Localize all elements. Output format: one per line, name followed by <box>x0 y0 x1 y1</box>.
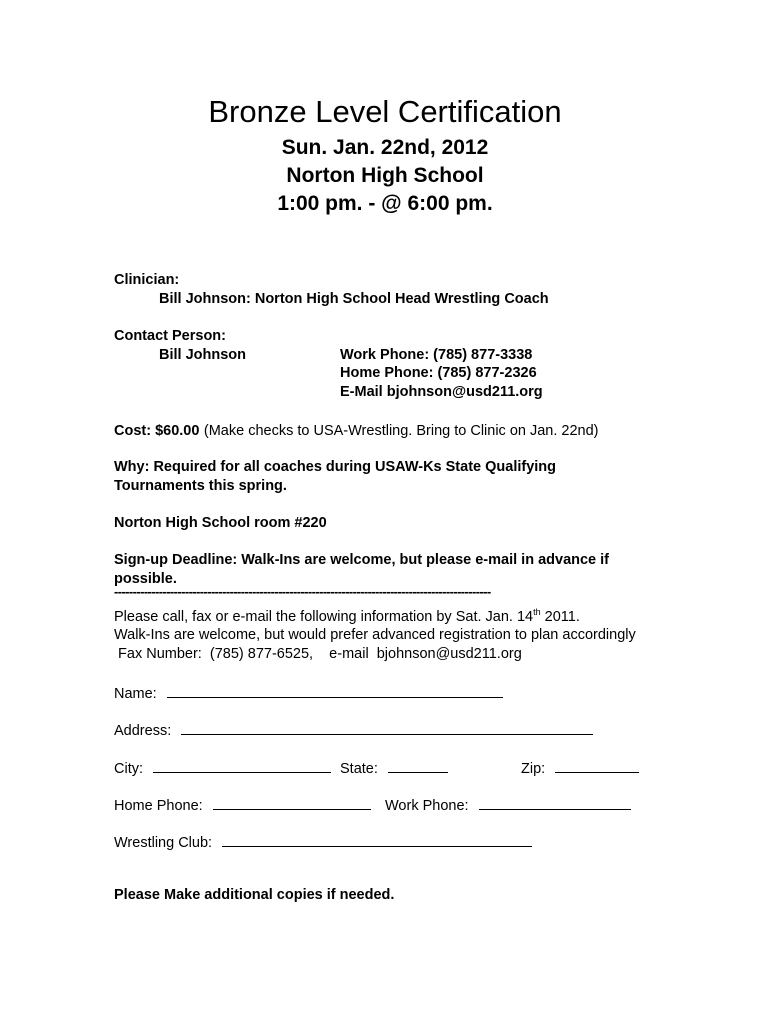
cost-note: (Make checks to USA-Wrestling. Bring to Clinic on Jan. 22nd) <box>203 423 599 439</box>
city-field[interactable] <box>153 758 331 773</box>
club-field[interactable] <box>222 832 532 847</box>
zip-row <box>521 758 639 777</box>
address-row <box>114 720 593 739</box>
home-phone-label: Home Phone: <box>114 798 203 814</box>
zip-label: Zip: <box>521 761 546 777</box>
contact-home-phone: Home Phone: (785) 877-2326 <box>340 365 537 381</box>
name-field[interactable] <box>167 683 503 698</box>
home-phone-field[interactable] <box>213 795 371 810</box>
separator-line: ----------------------------------------------------------------------------------------------------- <box>114 584 491 598</box>
info-line-1 <box>114 607 580 625</box>
event-location: Norton High School <box>286 164 484 187</box>
city-label: City: <box>114 761 143 777</box>
footer-note: Please Make additional copies if needed. <box>114 887 395 903</box>
contact-name: Bill Johnson <box>159 347 246 363</box>
event-date: Sun. Jan. 22nd, 2012 <box>281 136 489 159</box>
info-line-1-year: 2011. <box>540 608 580 625</box>
info-line-1-text: Please call, fax or e-mail the following information by Sat. Jan. 14 <box>114 608 534 625</box>
event-time: 1:00 pm. - @ 6:00 pm. <box>277 192 493 215</box>
state-row <box>340 758 448 777</box>
deadline-line-1: Sign-up Deadline: Walk-Ins are welcome, but please e-mail in advance if <box>114 552 610 568</box>
deadline-line-2: possible. <box>114 571 177 587</box>
name-label: Name: <box>114 686 157 702</box>
contact-work-phone: Work Phone: (785) 877-3338 <box>340 347 533 363</box>
zip-field[interactable] <box>555 758 639 773</box>
state-label: State: <box>340 761 378 777</box>
info-line-1-superscript: th <box>533 607 541 617</box>
club-label: Wrestling Club: <box>114 835 213 851</box>
address-field[interactable] <box>181 720 593 735</box>
room-text: Norton High School room #220 <box>114 515 327 531</box>
contact-label: Contact Person: <box>114 328 226 344</box>
info-line-2: Walk-Ins are welcome, but would prefer advanced registration to plan accordingly <box>114 627 636 643</box>
contact-email: E-Mail bjohnson@usd211.org <box>340 384 543 400</box>
address-label: Address: <box>114 723 172 739</box>
city-row <box>114 758 331 777</box>
why-line-1: Why: Required for all coaches during USAW-Ks State Qualifying <box>114 459 557 475</box>
document-title: Bronze Level Certification <box>208 94 562 129</box>
work-phone-row <box>385 795 631 814</box>
clinician-label: Clinician: <box>114 272 180 288</box>
info-line-3: Fax Number: (785) 877-6525, e-mail bjohnson@usd211.org <box>114 646 522 662</box>
club-row <box>114 832 532 851</box>
name-row <box>114 683 503 702</box>
home-phone-row <box>114 795 371 814</box>
cost-label: Cost: $60.00 <box>114 423 200 439</box>
work-phone-label: Work Phone: <box>385 798 469 814</box>
cost-line <box>114 422 599 440</box>
clinician-value: Bill Johnson: Norton High School Head Wrestling Coach <box>159 291 549 307</box>
why-line-2: Tournaments this spring. <box>114 478 287 494</box>
state-field[interactable] <box>388 758 448 773</box>
work-phone-field[interactable] <box>479 795 631 810</box>
